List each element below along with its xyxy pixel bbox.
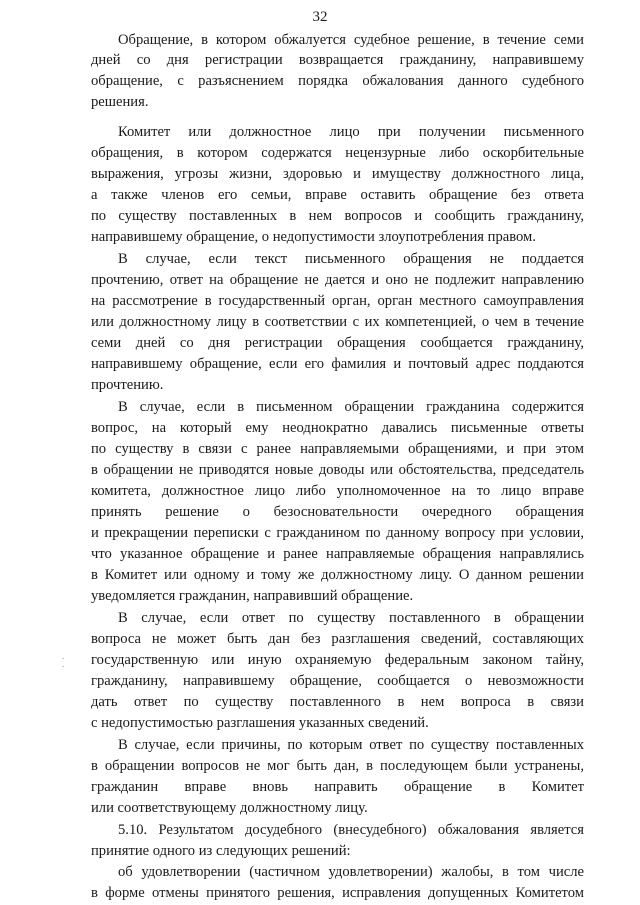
text-line: прочтению, ответ на обращение не дается и оно не подлежит направлению [91, 272, 584, 288]
scan-mark [62, 666, 64, 667]
text-line: Комитет или должностное лицо при получении письменного [118, 124, 584, 140]
text-line: принять решение о безосновательности очередного обращения [91, 504, 584, 520]
text-line: об удовлетворении (частичном удовлетворении) жалобы, в том числе [118, 864, 584, 880]
text-line: или должностному лицу в соответствии с их компетенцией, о чем в течение [91, 314, 584, 330]
text-line: что указанное обращение и ранее направляемые обращения направлялись [91, 546, 584, 562]
text-line: гражданину, направившему обращение, сообщается о невозможности [91, 673, 584, 689]
text-line: по существу поставленных в нем вопросов и сообщить гражданину, [91, 208, 584, 224]
text-line: гражданин вправе вновь направить обращение в Комитет [91, 779, 584, 795]
text-line: в обращении не приводятся новые доводы или обстоятельства, председатель [91, 462, 584, 478]
text-line: в форме отмены принятого решения, исправления допущенных Комитетом [91, 885, 584, 901]
text-line: направившему обращение, о недопустимости злоупотребления правом. [91, 229, 536, 245]
text-line: или соответствующему должностному лицу. [91, 800, 368, 816]
text-line: направившему обращение, если его фамилия и почтовый адрес поддаются [91, 356, 584, 372]
text-line: вопроса не может быть дан без разглашения сведений, составляющих [91, 631, 584, 647]
text-line: в обращении вопросов не мог быть дан, в последующем были устранены, [91, 758, 584, 774]
text-line: 5.10. Результатом досудебного (внесудебного) обжалования является [118, 822, 584, 838]
text-line: обращение, с разъяснением порядка обжалования данного судебного [91, 73, 584, 89]
page-number: 32 [312, 9, 328, 25]
text-line: и прекращении переписки с гражданином по данному вопросу при условии, [91, 525, 584, 541]
text-line: обращения, в котором содержатся нецензурные либо оскорбительные [91, 145, 584, 161]
text-line: прочтению. [91, 377, 164, 393]
text-line: вопрос, на который ему неоднократно давались письменные ответы [91, 420, 584, 436]
text-line: комитета, должностное лицо либо уполномоченное на то лицо вправе [91, 483, 584, 499]
scan-mark [62, 658, 64, 659]
text-line: в Комитет или одному и тому же должностному лицу. О данном решении [91, 567, 584, 583]
text-line: В случае, если текст письменного обращения не поддается [118, 251, 584, 267]
text-line: принятие одного из следующих решений: [91, 843, 351, 859]
text-line: В случае, если ответ по существу поставленного в обращении [118, 610, 584, 626]
text-line: дать ответ по существу поставленного в нем вопроса в связи [91, 694, 584, 710]
text-line: выражения, угрозы жизни, здоровью и имуществу должностного лица, [91, 166, 584, 182]
text-line: по существу в связи с ранее направляемыми обращениями, и при этом [91, 441, 584, 457]
text-line: семи дней со дня регистрации обращения сообщается гражданину, [91, 335, 584, 351]
text-line: решения. [91, 94, 149, 110]
text-line: Обращение, в котором обжалуется судебное решение, в течение семи [118, 32, 584, 48]
text-line: дней со дня регистрации возвращается гражданину, направившему [91, 52, 584, 68]
text-line: с недопустимостью разглашения указанных сведений. [91, 715, 429, 731]
text-line: В случае, если причины, по которым ответ по существу поставленных [118, 737, 584, 753]
text-line: В случае, если в письменном обращении гражданина содержится [118, 399, 584, 415]
text-line: уведомляется гражданин, направивший обращение. [91, 588, 414, 604]
text-line: а также членов его семьи, вправе оставить обращение без ответа [91, 187, 584, 203]
text-line: государственную или иную охраняемую федеральным законом тайну, [91, 652, 584, 668]
text-line: на рассмотрение в государственный орган, орган местного самоуправления [91, 293, 584, 309]
